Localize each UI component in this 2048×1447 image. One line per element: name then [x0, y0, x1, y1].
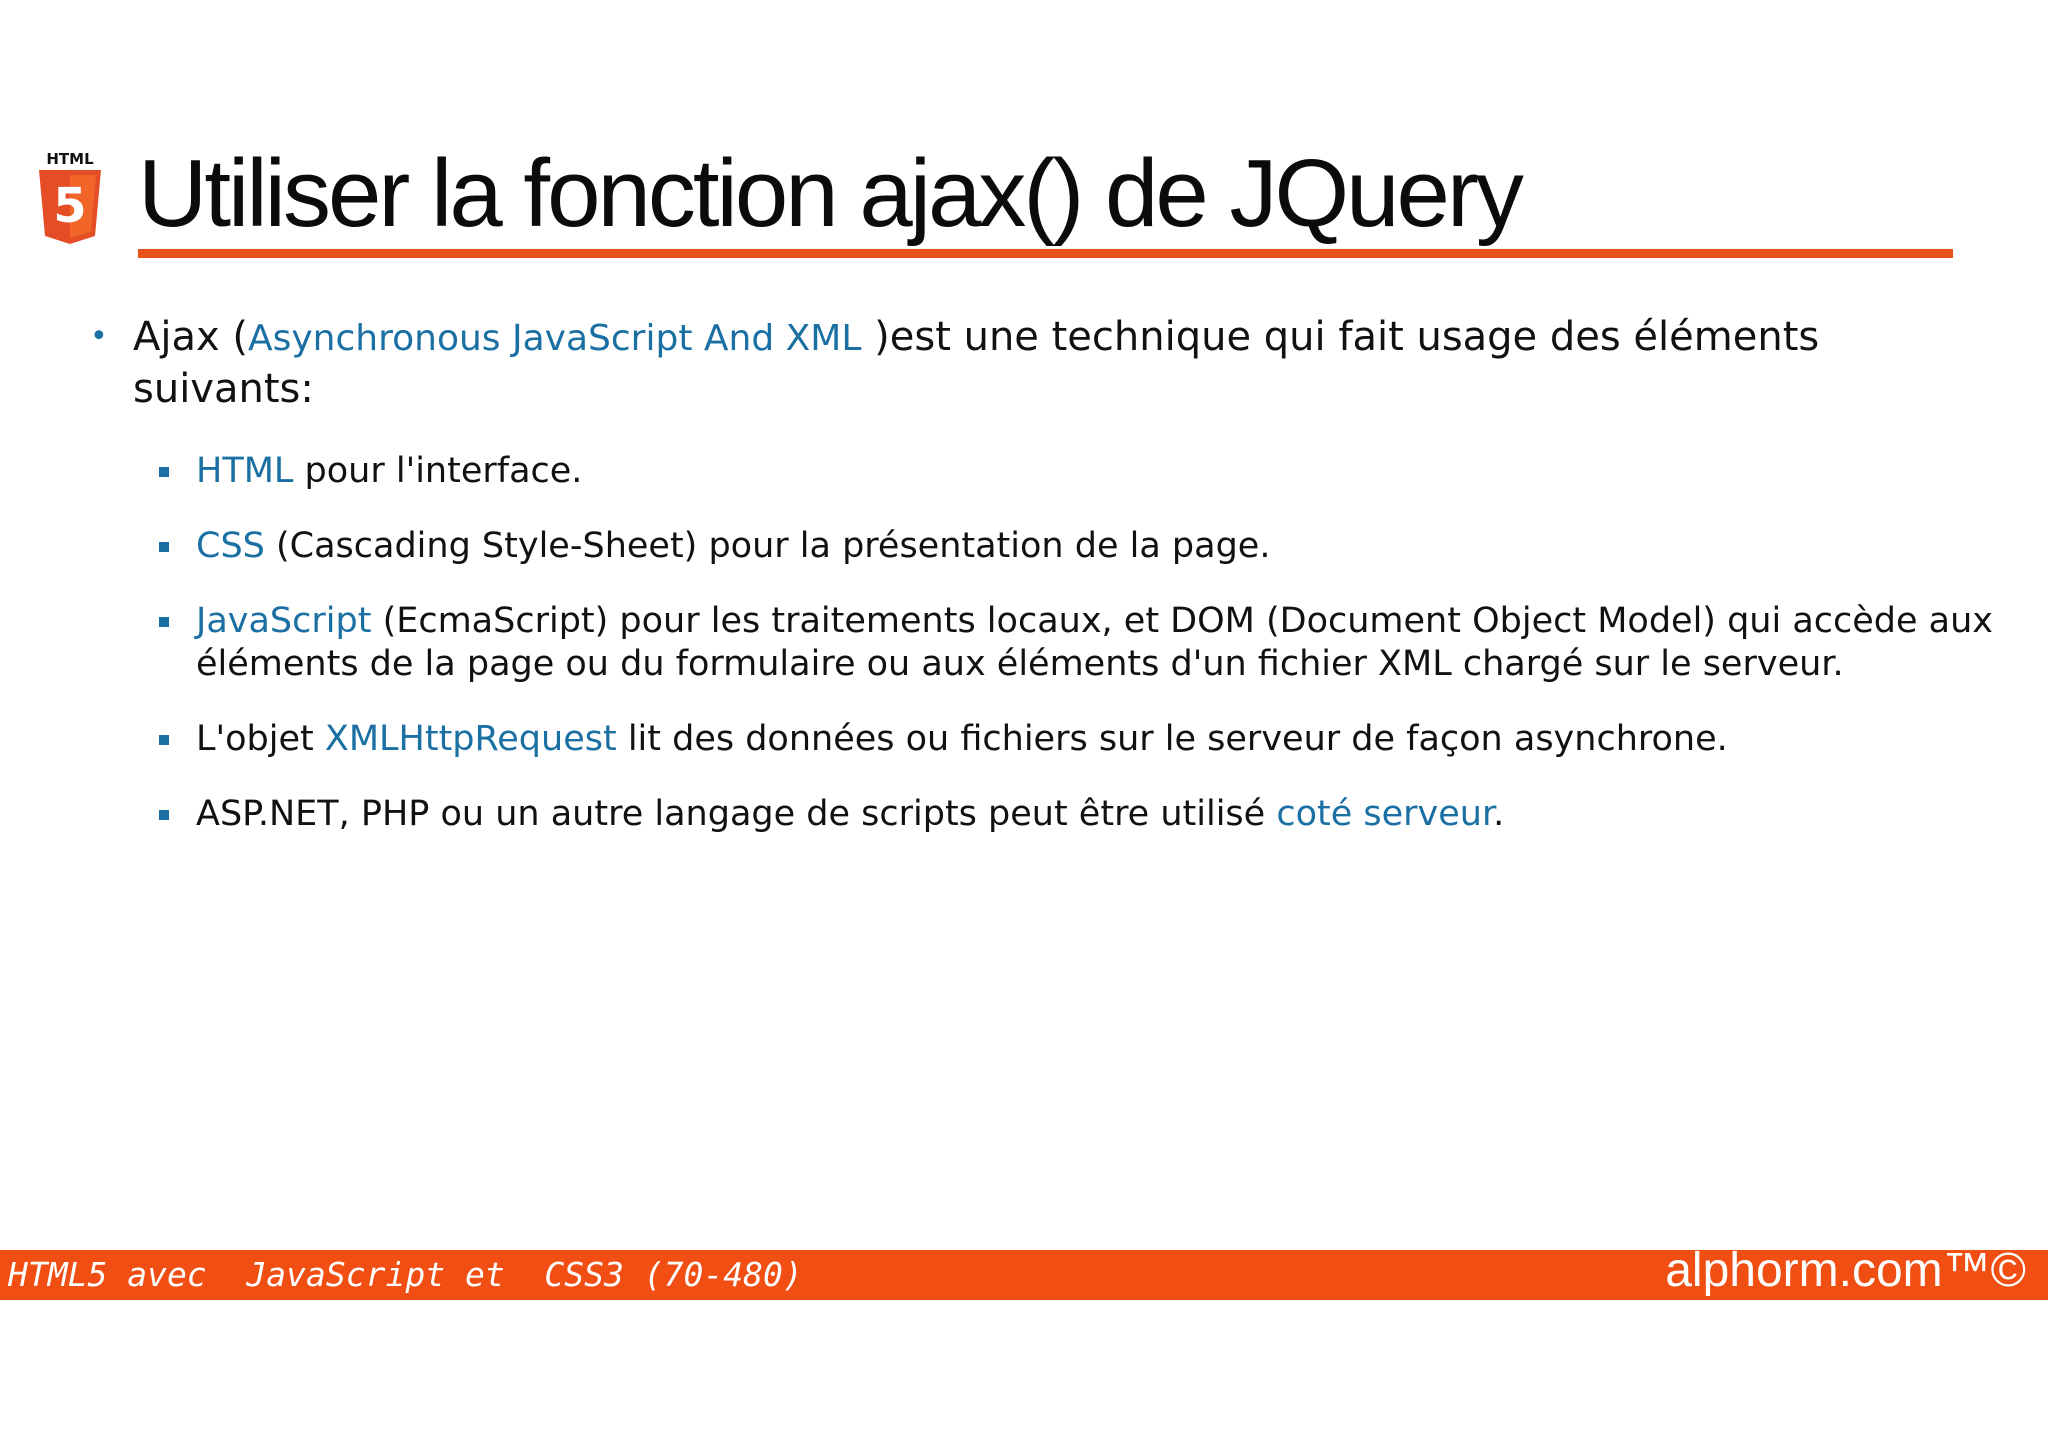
list-item [90, 525, 2026, 568]
list-item [90, 718, 2026, 761]
item-text: lit des données ou fichiers sur le serveur de façon asynchrone. [616, 719, 1728, 759]
html5-logo-icon [36, 150, 104, 248]
item-text: (EcmaScript) pour les traitements locaux, et DOM (Document Object Model) qui accède aux éléments de la page ou du formulaire ou aux éléments d'un fichier XML chargé sur le serveur. [196, 601, 1994, 684]
list-item [90, 793, 2026, 836]
title-underline [138, 249, 1953, 258]
intro-highlight: Asynchronous JavaScript And XML [247, 318, 862, 359]
item-prefix: L'objet [196, 719, 325, 759]
item-text: pour l'interface. [293, 451, 583, 491]
list-item [90, 600, 2026, 686]
item-highlight: XMLHttpRequest [324, 719, 617, 759]
item-text: . [1493, 794, 1505, 834]
intro-suffix: )est une technique qui fait usage des éléments suivants: [133, 314, 1820, 412]
footer-brand: alphorm.com™© [1665, 1244, 2026, 1297]
bullet-dot-icon: • [90, 319, 108, 354]
square-bullet-icon [159, 542, 169, 552]
slide-title: Utiliser la fonction ajax() de JQuery [138, 140, 1521, 247]
list-item [90, 450, 2026, 493]
intro-prefix: Ajax ( [133, 314, 248, 360]
square-bullet-icon [159, 735, 169, 745]
square-bullet-icon [159, 617, 169, 627]
item-highlight: CSS [196, 526, 265, 566]
html5-logo-number: 5 [53, 178, 87, 234]
item-highlight: coté serveur [1276, 794, 1494, 834]
item-text: (Cascading Style-Sheet) pour la présentation de la page. [264, 526, 1271, 566]
sub-bullet-list [90, 450, 1994, 836]
slide-content [90, 312, 1994, 836]
square-bullet-icon [159, 810, 169, 820]
intro-bullet [90, 312, 1893, 414]
item-highlight: JavaScript [196, 601, 372, 641]
item-prefix: ASP.NET, PHP ou un autre langage de scripts peut être utilisé [196, 794, 1277, 834]
item-highlight: HTML [196, 451, 294, 491]
html5-logo-text: HTML [46, 150, 94, 168]
square-bullet-icon [159, 467, 169, 477]
footer-course-title: HTML5 avec JavaScript et CSS3 (70-480) [8, 1255, 803, 1294]
